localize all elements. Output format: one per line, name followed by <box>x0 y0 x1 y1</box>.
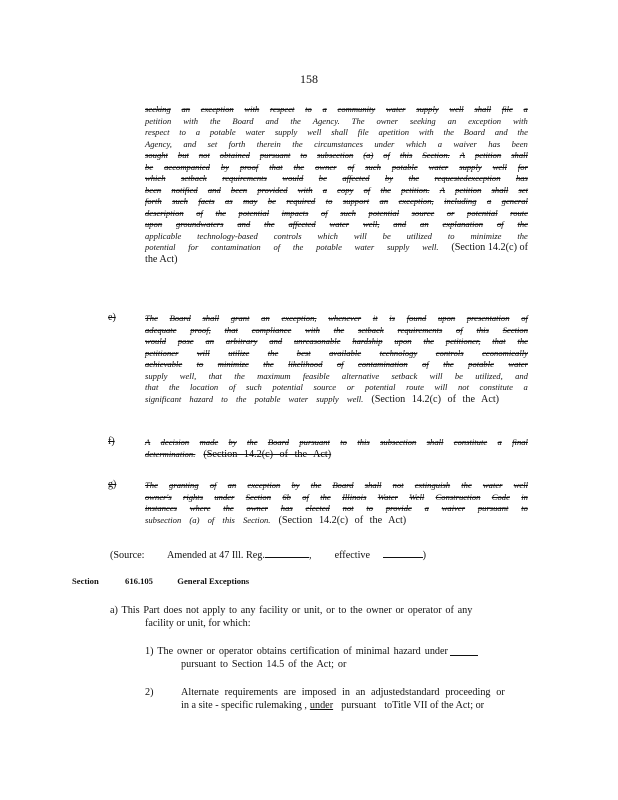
struck-line: would pose an arbitrary and unreasonable hardship upon the petitioner, that the <box>145 336 528 346</box>
subsection-e-label: e) <box>108 312 116 323</box>
subsection-f-text <box>145 437 528 460</box>
section-heading <box>72 576 249 586</box>
struck-line: achievable to minimize the likelihood of contamination of the potable water <box>145 359 528 369</box>
struck-line: A decision made by the Board pursuant to this subsection shall constitute a final <box>145 437 528 447</box>
item-1-line-1: 1) The owner or operator obtains certification of minimal hazard under <box>145 646 448 657</box>
item-2-line-2-prefix: in a site - specific rulemaking , <box>181 700 307 711</box>
part-a-line-2: facility or unit, for which: <box>145 618 251 629</box>
struck-line: been notified and been provided with a copy of the petition. A petition shall set <box>145 184 528 195</box>
subsection-f-citation: (Section 14.2(c) of the Act) <box>203 448 332 460</box>
page-number: 158 <box>300 72 318 86</box>
subsection-d-citation-end: the Act) <box>145 253 178 265</box>
item-1-line-2: pursuant to Section 14.5 of the Act; or <box>181 659 347 670</box>
subsection-g-last-line <box>145 515 528 527</box>
text-line: petition with the Board and the Agency. The owner seeking an exception with <box>145 115 528 126</box>
subsection-e-last-text: significant hazard to the potable water supply well. <box>145 393 364 404</box>
struck-line: adequate proof, that compliance with the setback requirements of this Section <box>145 324 528 335</box>
text-line: supply well, that the maximum feasible alternative setback will be utilized, and <box>145 370 528 381</box>
part-a-line-1: a) This Part does not apply to any facility or unit, or to the owner or operator of any <box>110 605 473 616</box>
text-line: Agency, and set forth therein the circumstances under which a waiver has been <box>145 138 528 149</box>
struck-line: description of the potential impacts of such potential source or potential route <box>145 207 528 218</box>
struck-line: which setback requirements would be affected by the requestedexception has <box>145 173 528 183</box>
struck-line: petitioner will utilize the best available technology controls economically <box>145 347 528 358</box>
subsection-g-last-text: subsection (a) of this Section. <box>145 514 271 525</box>
subsection-e-text <box>145 313 528 405</box>
struck-line: sought but not obtained pursuant to subsection (a) of this Section. A petition shall <box>145 150 528 160</box>
struck-line: be accompanied by proof that the owner of such potable water supply well for <box>145 161 528 172</box>
source-effective: effective <box>334 550 371 561</box>
item-2-pursuant: pursuant <box>341 700 377 711</box>
subsection-f-label: f) <box>108 436 115 447</box>
subsection-g-label: g) <box>108 479 117 490</box>
part-a-item-1 <box>145 645 515 671</box>
source-note: (Source: Amended at 47 Ill. Reg. , effective ) <box>110 547 426 561</box>
item-2-line-1: Alternate requirements are imposed in an adjustedstandard proceeding or <box>181 687 505 698</box>
source-prefix: (Source: <box>110 550 145 561</box>
subsection-e-last-line <box>145 394 528 406</box>
section-word: Section <box>72 576 99 586</box>
subsection-e-citation: (Section 14.2(c) of the Act) <box>371 393 500 405</box>
struck-line: forth such facts as may be required to support an exception, including a general <box>145 196 528 206</box>
subsection-f-last-text: determination. <box>145 448 196 459</box>
subsection-d-text <box>145 104 528 265</box>
part-a-text <box>110 604 510 630</box>
struck-line: upon groundwaters and the affected water well, and an explanation of the <box>145 219 528 229</box>
struck-line: instances where the owner has elected not to provide a waiver pursuant to <box>145 503 528 513</box>
text-line: that the location of such potential source or potential route will not constitute a <box>145 382 528 392</box>
subsection-g-text <box>145 480 528 526</box>
item-2-line-2-suffix: toTitle VII of the Act; or <box>384 700 485 711</box>
part-a-item-2 <box>145 686 535 712</box>
certification-blank <box>450 645 478 656</box>
subsection-g-citation: (Section 14.2(c) of the Act) <box>278 514 407 526</box>
source-amended: Amended at 47 Ill. Reg. <box>167 550 265 561</box>
section-number: 616.105 <box>125 576 153 586</box>
text-line: respect to a potable water supply well shall file apetition with the Board and the <box>145 127 528 137</box>
subsection-d-citation: (Section 14.2(c) of <box>451 242 528 253</box>
struck-line: seeking an exception with respect to a community water supply well shall file a <box>145 104 528 114</box>
subsection-f-last-line <box>145 449 528 461</box>
text-line: applicable technology-based controls which will be utilized to minimize the <box>145 230 528 241</box>
struck-line: The granting of an exception by the Board shall not extinguish the water well <box>145 480 528 490</box>
source-close: ) <box>422 550 426 561</box>
struck-line: The Board shall grant an exception, whenever it is found upon presentation of <box>145 313 528 323</box>
subsection-d-last-line: potential for contamination of the potable water supply well. (Section 14.2(c) of <box>145 242 528 253</box>
section-title: General Exceptions <box>177 576 250 586</box>
register-blank <box>265 547 309 558</box>
item-2-number: 2) <box>145 687 154 698</box>
effective-date-blank <box>383 547 423 558</box>
item-2-under: under <box>309 700 334 711</box>
struck-line: owner's rights under Section 6b of the Illinois Water Well Construction Code in <box>145 491 528 502</box>
